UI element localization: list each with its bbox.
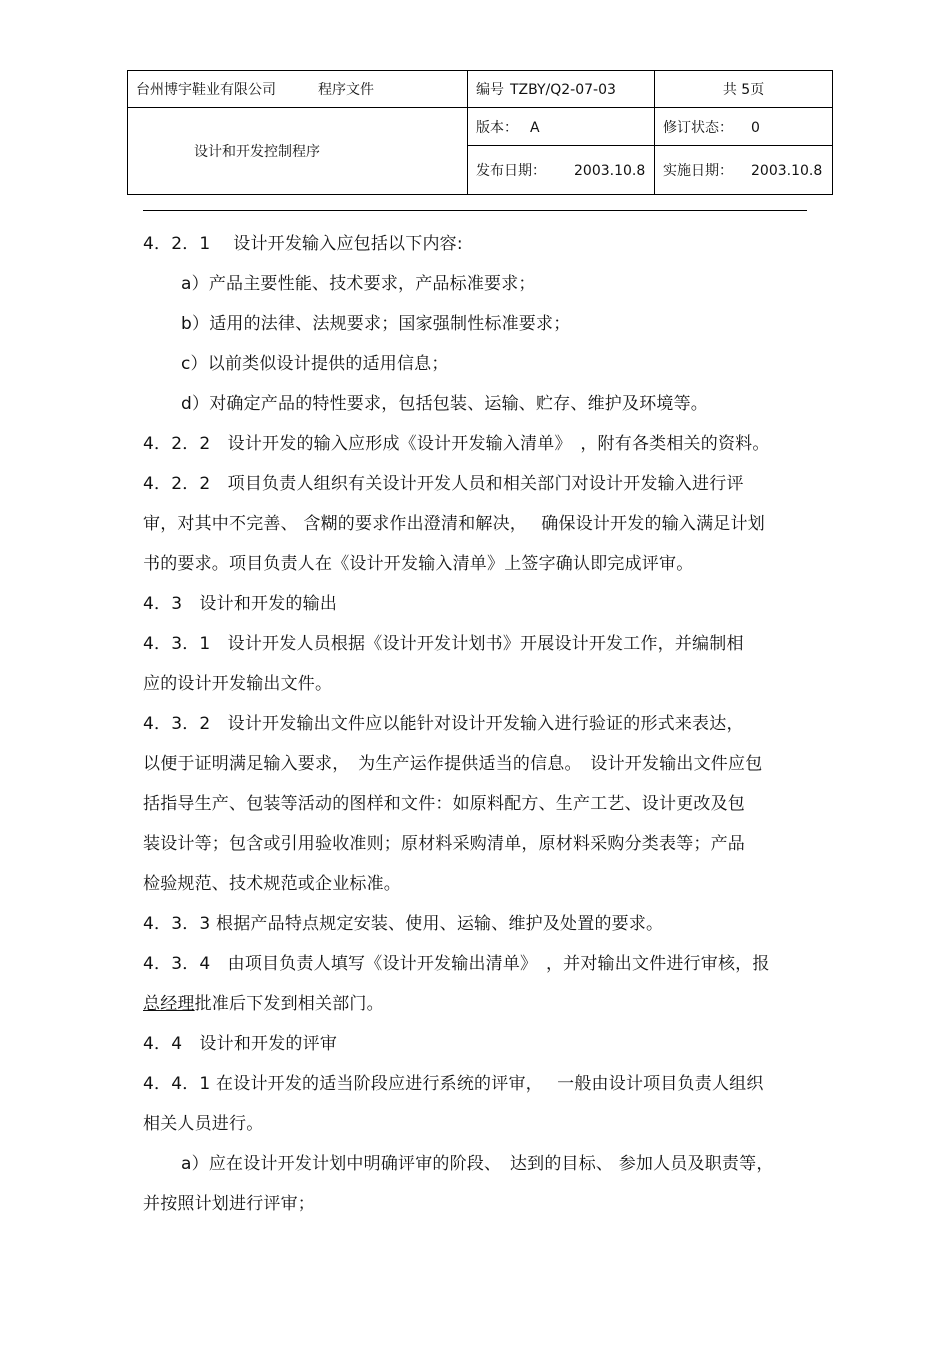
version-value: A (530, 119, 540, 136)
page-count-suffix: 页 (750, 82, 765, 98)
text-line: 检验规范、技术规范或企业标准。 (143, 874, 401, 894)
text-line: 4．4．1 在设计开发的适当阶段应进行系统的评审， 一般由设计项目负责人组织 (143, 1074, 764, 1094)
revision-value: 0 (751, 119, 760, 136)
section-heading: 4．3 设计和开发的输出 (143, 594, 338, 614)
text-line-continuation: 批准后下发到相关部门。 (194, 994, 384, 1014)
text-line: 应的设计开发输出文件。 (143, 674, 333, 694)
version-cell (468, 108, 655, 146)
section-heading: 4．4 设计和开发的评审 (143, 1034, 338, 1054)
page-count-prefix: 共 (722, 82, 737, 98)
text-line: 括指导生产、包装等活动的图样和文件：如原料配方、生产工艺、设计更改及包 (143, 794, 745, 814)
company-cell (128, 71, 468, 108)
text-line: 审，对其中不完善、 含糊的要求作出澄清和解决， 确保设计开发的输入满足计划 (143, 514, 765, 534)
header-divider (143, 210, 807, 211)
list-item: a）应在设计开发计划中明确评审的阶段、 达到的目标、 参加人员及职责等， (181, 1154, 774, 1174)
document-body (143, 224, 813, 1224)
text-line: 相关人员进行。 (143, 1114, 264, 1134)
company-name: 台州博宇鞋业有限公司 (136, 82, 276, 98)
list-item: d）对确定产品的特性要求，包括包装、运输、贮存、维护及环境等。 (181, 394, 708, 414)
doc-number-label: 编号 (476, 82, 504, 98)
underlined-term: 总经理 (143, 994, 195, 1014)
text-line: 4．3．2 设计开发输出文件应以能针对设计开发输入进行验证的形式来表达， (143, 714, 744, 734)
issue-date-value: 2003.10.8 (574, 163, 646, 179)
effective-date-cell (655, 146, 833, 195)
text-line: 以便于证明满足输入要求， 为生产运作提供适当的信息。 设计开发输出文件应包 (143, 754, 763, 774)
text-line: 4．2．2 项目负责人组织有关设计开发人员和相关部门对设计开发输入进行评 (143, 474, 744, 494)
text-line: 并按照计划进行评审； (143, 1194, 315, 1214)
version-label: 版本： (476, 119, 518, 136)
document-type: 程序文件 (318, 82, 374, 98)
text-line: 4．3．4 由项目负责人填写《设计开发输出清单》 ，并对输出文件进行审核，报 (143, 954, 770, 974)
issue-date-label: 发布日期： (476, 163, 546, 179)
page-count-value: 5 (741, 82, 751, 98)
list-item: b）适用的法律、法规要求；国家强制性标准要求； (181, 314, 571, 334)
text-line (143, 984, 813, 1024)
doc-number-value: TZBY/Q2-07-03 (510, 82, 616, 98)
text-line: 4．2．2 设计开发的输入应形成《设计开发输入清单》 ，附有各类相关的资料。 (143, 434, 770, 454)
doc-number-cell (468, 71, 655, 108)
effective-date-label: 实施日期： (663, 163, 733, 179)
document-header-table (127, 70, 833, 195)
text-line: 4．2．1 设计开发输入应包括以下内容: (143, 234, 463, 254)
effective-date-value: 2003.10.8 (751, 163, 823, 179)
list-item: c）以前类似设计提供的适用信息； (181, 354, 449, 374)
document-title: 设计和开发控制程序 (128, 108, 468, 195)
text-line: 书的要求。项目负责人在《设计开发输入清单》上签字确认即完成评审。 (143, 554, 694, 574)
revision-label: 修订状态： (663, 119, 733, 136)
page-count-cell (655, 71, 833, 108)
text-line: 装设计等；包含或引用验收准则；原材料采购清单，原材料采购分类表等；产品 (143, 834, 745, 854)
list-item: a）产品主要性能、技术要求，产品标准要求； (181, 274, 536, 294)
text-line: 4．3．1 设计开发人员根据《设计开发计划书》开展设计开发工作，并编制相 (143, 634, 744, 654)
issue-date-cell (468, 146, 655, 195)
revision-cell (655, 108, 833, 146)
text-line: 4．3．3 根据产品特点规定安装、使用、运输、维护及处置的要求。 (143, 914, 664, 934)
